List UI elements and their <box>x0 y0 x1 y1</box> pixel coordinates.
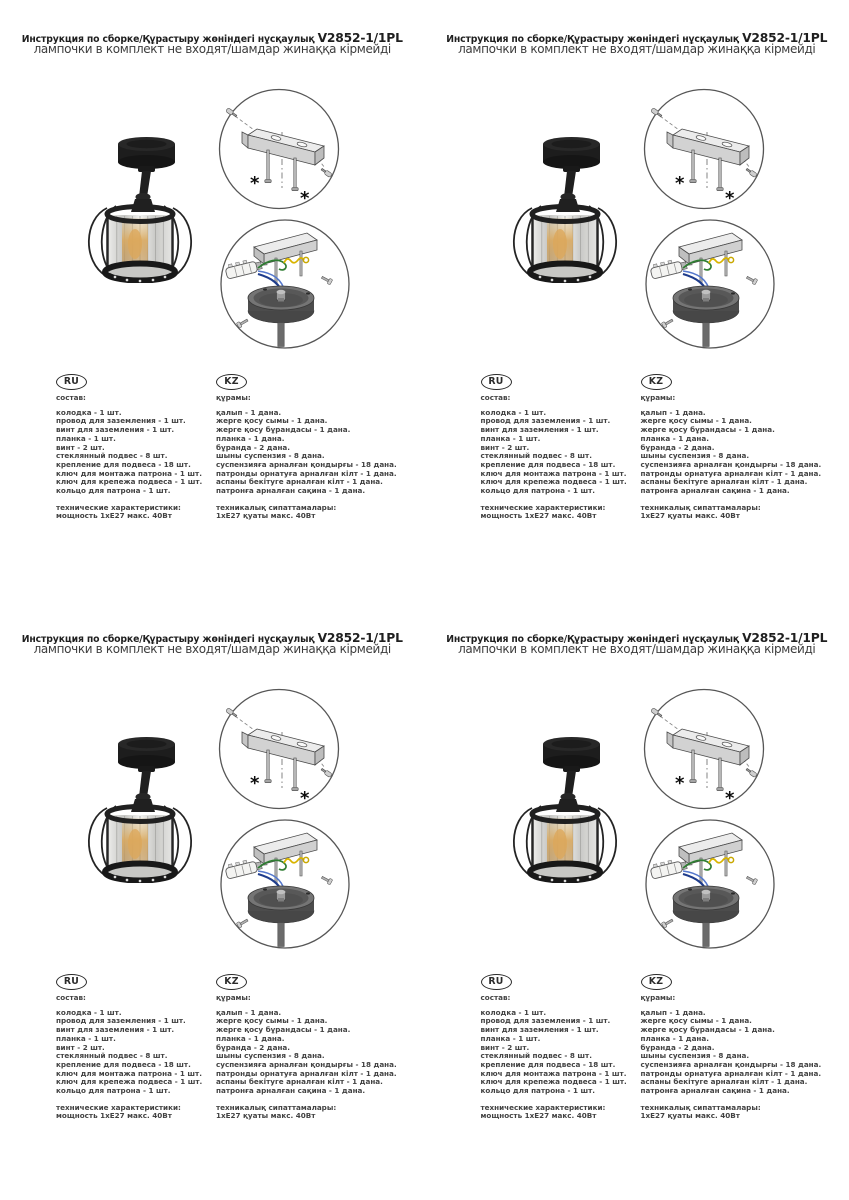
title-model-number: V2852-1/1PL <box>742 31 828 45</box>
ceiling-lamp-illustration <box>483 718 618 883</box>
tech-value: 1хЕ27 қуаты макс. 40Вт <box>640 1111 740 1121</box>
kz-column <box>216 974 406 1121</box>
list-item: аспаны бекітуге арналған кілт - 1 дана. <box>640 477 808 487</box>
bracket-mounting-diagram <box>216 688 342 812</box>
list-item: патронға арналған сақина - 1 дана. <box>216 1086 366 1096</box>
canopy-stem <box>702 923 708 947</box>
asterisk-mark: * <box>300 788 310 809</box>
rim-hole <box>263 288 267 290</box>
list-item: жерге қосу сымы - 1 дана. <box>216 416 328 426</box>
tech-heading: технические характеристики: <box>480 502 606 512</box>
title-prefix: Инструкция по сборке/Құрастыру жөніндегі нұсқаулық <box>446 634 740 645</box>
canopy-wiring-diagram <box>643 818 777 952</box>
kz-column <box>641 974 831 1121</box>
list-item: аспаны бекітуге арналған кілт - 1 дана. <box>216 477 383 487</box>
ru-column <box>481 974 639 1121</box>
list-item: планка - 1 дана. <box>640 433 709 443</box>
ru-badge: RU <box>56 374 87 390</box>
ru-parts-list <box>481 409 639 496</box>
tech-heading: техникалық сипаттамалары: <box>640 502 761 512</box>
bracket-mounting-diagram <box>216 88 342 212</box>
tech-value: мощность 1хЕ27 макс. 40Вт <box>480 1111 597 1121</box>
kz-heading: құрамы: <box>216 393 251 402</box>
rim-hole <box>731 892 735 894</box>
rim-hole <box>731 292 735 294</box>
canopy-stem <box>278 923 284 947</box>
list-item: винт для заземления - 1 шт. <box>480 1025 599 1035</box>
kz-column <box>641 374 831 521</box>
tech-heading: техникалық сипаттамалары: <box>216 502 337 512</box>
list-item: ключ для монтажа патрона - 1 шт. <box>480 1068 627 1078</box>
list-item: планка - 1 шт. <box>480 1033 541 1043</box>
kz-tech-specs <box>641 1104 831 1121</box>
asterisk-mark: * <box>250 173 260 194</box>
list-item: жерге қосу бұрандасы - 1 дана. <box>216 1025 351 1035</box>
list-item: ключ для монтажа патрона - 1 шт. <box>480 468 627 478</box>
list-item: ключ для крепежа подвеса - 1 шт. <box>56 477 203 487</box>
ru-parts-list <box>56 1009 214 1096</box>
ru-tech-specs <box>481 504 639 521</box>
bracket-mounting-diagram <box>641 688 767 812</box>
kz-badge: KZ <box>641 374 672 390</box>
kz-badge: KZ <box>641 974 672 990</box>
list-item: жерге қосу бұрандасы - 1 дана. <box>640 1025 775 1035</box>
ru-tech-specs <box>481 1104 639 1121</box>
kz-parts-list <box>641 1009 831 1096</box>
list-item: ключ для монтажа патрона - 1 шт. <box>56 1068 202 1078</box>
list-item: провод для заземления - 1 шт. <box>480 1016 611 1026</box>
ru-heading: состав: <box>480 393 511 402</box>
list-item: колодка - 1 шт. <box>480 407 547 417</box>
tech-heading: технические характеристики: <box>56 502 181 512</box>
list-item: винт - 2 шт. <box>56 1042 105 1052</box>
list-item: патронды орнатуға арналған кілт - 1 дана. <box>216 1068 397 1078</box>
list-item: кольцо для патрона - 1 шт. <box>480 486 595 496</box>
list-item: қалып - 1 дана. <box>216 1007 282 1017</box>
ceiling-lamp-illustration <box>58 718 193 883</box>
list-item: кольцо для патрона - 1 шт. <box>56 486 171 496</box>
ru-parts-list <box>481 1009 639 1096</box>
list-item: планка - 1 шт. <box>56 1033 116 1043</box>
list-item: жерге қосу сымы - 1 дана. <box>216 1016 328 1026</box>
asterisk-mark: * <box>674 773 684 794</box>
list-item: шыны суспензия - 8 дана. <box>640 451 750 461</box>
list-item: крепление для подвеса - 18 шт. <box>56 459 191 469</box>
tech-value: 1хЕ27 қуаты макс. 40Вт <box>640 511 740 521</box>
tech-value: 1хЕ27 қуаты макс. 40Вт <box>216 1111 316 1121</box>
kz-parts-list <box>641 409 831 496</box>
bulb-glow <box>553 829 567 859</box>
rim-hole <box>306 892 310 894</box>
asterisk-mark: * <box>724 788 734 809</box>
lamp-canopy <box>118 137 175 172</box>
title-prefix: Инструкция по сборке/Құрастыру жөніндегі нұсқаулық <box>446 34 740 45</box>
list-item: патронға арналған сақина - 1 дана. <box>216 486 366 496</box>
kz-column <box>216 374 406 521</box>
list-item: шыны суспензия - 8 дана. <box>216 1051 325 1061</box>
list-item: стеклянный подвес - 8 шт. <box>480 451 592 461</box>
list-item: патронға арналған сақина - 1 дана. <box>640 1086 790 1096</box>
ru-heading: состав: <box>56 393 86 402</box>
list-item: патронға арналған сақина - 1 дана. <box>640 486 790 496</box>
title-prefix: Инструкция по сборке/Құрастыру жөніндегі нұсқаулық <box>21 634 315 645</box>
list-item: провод для заземления - 1 шт. <box>56 1016 186 1026</box>
list-item: винт для заземления - 1 шт. <box>480 425 599 435</box>
list-item: стеклянный подвес - 8 шт. <box>480 1051 592 1061</box>
ru-column <box>481 374 639 521</box>
list-item: ключ для крепежа подвеса - 1 шт. <box>480 1077 627 1087</box>
list-item: колодка - 1 шт. <box>56 407 122 417</box>
asterisk-mark: * <box>674 173 684 194</box>
title-prefix: Инструкция по сборке/Құрастыру жөніндегі нұсқаулық <box>21 34 315 45</box>
asterisk-mark: * <box>300 188 310 209</box>
list-item: кольцо для патрона - 1 шт. <box>56 1086 171 1096</box>
instruction-sheet <box>425 0 849 600</box>
instruction-sheet <box>0 600 425 1200</box>
list-item: жерге қосу сымы - 1 дана. <box>640 416 752 426</box>
list-item: крепление для подвеса - 18 шт. <box>56 1059 191 1069</box>
lamp-canopy <box>543 137 600 172</box>
title-model-number: V2852-1/1PL <box>742 631 828 645</box>
list-item: стеклянный подвес - 8 шт. <box>56 451 168 461</box>
list-item: кольцо для патрона - 1 шт. <box>480 1086 595 1096</box>
list-item: ключ для крепежа подвеса - 1 шт. <box>480 477 627 487</box>
lamp-canopy <box>118 737 175 772</box>
bulb-glow <box>553 229 567 259</box>
list-item: шыны суспензия - 8 дана. <box>640 1051 750 1061</box>
list-item: жерге қосу сымы - 1 дана. <box>640 1016 752 1026</box>
ceiling-lamp-illustration <box>58 118 193 283</box>
kz-heading: құрамы: <box>640 993 676 1002</box>
kz-heading: құрамы: <box>216 993 251 1002</box>
instruction-sheet <box>425 600 849 1200</box>
tech-heading: технические характеристики: <box>480 1102 606 1112</box>
list-item: суспензияға арналған қондырғы - 18 дана. <box>216 1059 397 1069</box>
kz-badge: KZ <box>216 974 247 990</box>
ru-column <box>56 974 214 1121</box>
list-item: планка - 1 шт. <box>56 433 116 443</box>
kz-tech-specs <box>641 504 831 521</box>
list-item: винт - 2 шт. <box>480 442 530 452</box>
list-item: ключ для монтажа патрона - 1 шт. <box>56 468 202 478</box>
instruction-sheet <box>0 0 425 600</box>
rim-hole <box>688 888 692 890</box>
canopy-wiring-diagram <box>218 818 352 952</box>
title-model-number: V2852-1/1PL <box>317 31 403 45</box>
tech-heading: технические характеристики: <box>56 1102 181 1112</box>
list-item: бұранда - 2 дана. <box>640 442 715 452</box>
ru-tech-specs <box>56 1104 214 1121</box>
sheet-subtitle: лампочки в комплект не входят/шамдар жинаққа кірмейді <box>458 642 816 656</box>
tech-value: мощность 1хЕ27 макс. 40Вт <box>480 511 597 521</box>
list-item: планка - 1 дана. <box>216 433 285 443</box>
kz-heading: құрамы: <box>640 393 676 402</box>
list-item: винт для заземления - 1 шт. <box>56 425 175 435</box>
tech-heading: техникалық сипаттамалары: <box>216 1102 337 1112</box>
list-item: патронды орнатуға арналған кілт - 1 дана. <box>640 468 822 478</box>
list-item: патронды орнатуға арналған кілт - 1 дана. <box>640 1068 822 1078</box>
ru-tech-specs <box>56 504 214 521</box>
bulb-glow <box>128 229 142 259</box>
ru-badge: RU <box>481 974 512 990</box>
list-item: қалып - 1 дана. <box>216 407 282 417</box>
list-item: жерге қосу бұрандасы - 1 дана. <box>640 425 775 435</box>
tech-heading: техникалық сипаттамалары: <box>640 1102 761 1112</box>
list-item: провод для заземления - 1 шт. <box>480 416 611 426</box>
kz-badge: KZ <box>216 374 247 390</box>
rim-hole <box>263 888 267 890</box>
list-item: винт - 2 шт. <box>480 1042 530 1052</box>
list-item: бұранда - 2 дана. <box>216 442 291 452</box>
asterisk-mark: * <box>250 773 260 794</box>
canopy-wiring-diagram <box>218 218 352 352</box>
list-item: планка - 1 дана. <box>640 1033 709 1043</box>
kz-parts-list <box>216 409 406 496</box>
kz-tech-specs <box>216 1104 406 1121</box>
ru-heading: состав: <box>56 993 86 1002</box>
list-item: ключ для крепежа подвеса - 1 шт. <box>56 1077 203 1087</box>
list-item: колодка - 1 шт. <box>56 1007 122 1017</box>
list-item: колодка - 1 шт. <box>480 1007 547 1017</box>
list-item: суспензияға арналған қондырғы - 18 дана. <box>640 459 822 469</box>
list-item: винт для заземления - 1 шт. <box>56 1025 175 1035</box>
tech-value: 1хЕ27 қуаты макс. 40Вт <box>216 511 316 521</box>
ceiling-lamp-illustration <box>483 118 618 283</box>
list-item: стеклянный подвес - 8 шт. <box>56 1051 168 1061</box>
list-item: аспаны бекітуге арналған кілт - 1 дана. <box>640 1077 808 1087</box>
canopy-wiring-diagram <box>643 218 777 352</box>
list-item: патронды орнатуға арналған кілт - 1 дана. <box>216 468 397 478</box>
lamp-canopy <box>543 737 600 772</box>
kz-tech-specs <box>216 504 406 521</box>
ru-heading: состав: <box>480 993 511 1002</box>
sheet-subtitle: лампочки в комплект не входят/шамдар жинаққа кірмейді <box>458 42 816 56</box>
list-item: суспензияға арналған қондырғы - 18 дана. <box>640 1059 822 1069</box>
ru-badge: RU <box>56 974 87 990</box>
list-item: планка - 1 дана. <box>216 1033 285 1043</box>
ru-parts-list <box>56 409 214 496</box>
list-item: бұранда - 2 дана. <box>216 1042 291 1052</box>
list-item: аспаны бекітуге арналған кілт - 1 дана. <box>216 1077 383 1087</box>
sheet-subtitle: лампочки в комплект не входят/шамдар жинаққа кірмейді <box>33 642 391 656</box>
list-item: шыны суспензия - 8 дана. <box>216 451 325 461</box>
ru-column <box>56 374 214 521</box>
list-item: қалып - 1 дана. <box>640 1007 706 1017</box>
title-model-number: V2852-1/1PL <box>317 631 403 645</box>
list-item: қалып - 1 дана. <box>640 407 706 417</box>
list-item: планка - 1 шт. <box>480 433 541 443</box>
canopy-stem <box>702 323 708 347</box>
tech-value: мощность 1хЕ27 макс. 40Вт <box>56 1111 172 1121</box>
list-item: крепление для подвеса - 18 шт. <box>480 1059 616 1069</box>
kz-parts-list <box>216 1009 406 1096</box>
list-item: винт - 2 шт. <box>56 442 105 452</box>
list-item: суспензияға арналған қондырғы - 18 дана. <box>216 459 397 469</box>
ru-badge: RU <box>481 374 512 390</box>
rim-hole <box>688 288 692 290</box>
list-item: крепление для подвеса - 18 шт. <box>480 459 616 469</box>
tech-value: мощность 1хЕ27 макс. 40Вт <box>56 511 172 521</box>
list-item: бұранда - 2 дана. <box>640 1042 715 1052</box>
bracket-mounting-diagram <box>641 88 767 212</box>
asterisk-mark: * <box>724 188 734 209</box>
list-item: жерге қосу бұрандасы - 1 дана. <box>216 425 351 435</box>
list-item: провод для заземления - 1 шт. <box>56 416 186 426</box>
canopy-stem <box>278 323 284 347</box>
sheet-subtitle: лампочки в комплект не входят/шамдар жинаққа кірмейді <box>33 42 391 56</box>
rim-hole <box>306 292 310 294</box>
bulb-glow <box>128 829 142 859</box>
